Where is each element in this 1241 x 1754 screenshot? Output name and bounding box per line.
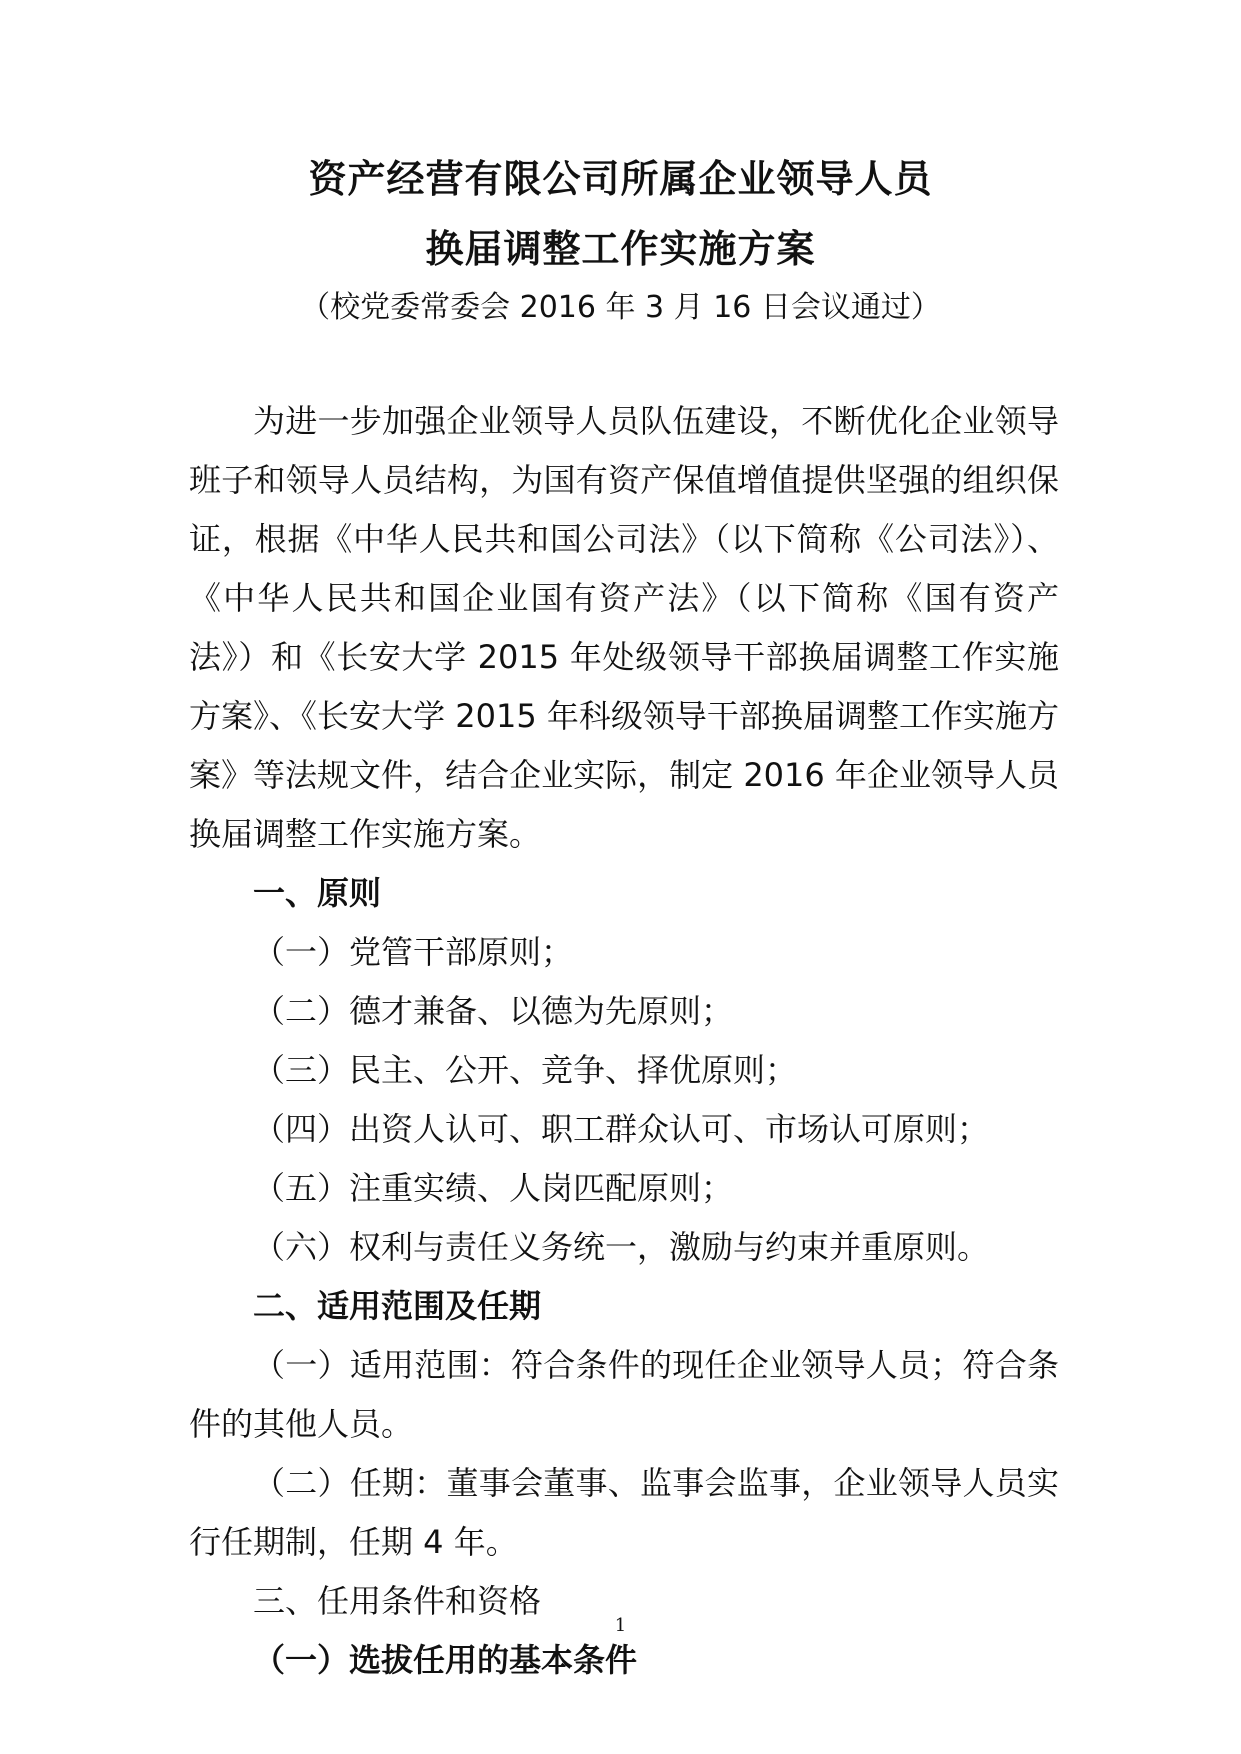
principle-item: （二）德才兼备、以德为先原则； (253, 992, 734, 1030)
section3-subheading: （一）选拔任用的基本条件 (253, 1641, 638, 1679)
principle-item: （六）权利与责任义务统一，激励与约束并重原则。 (253, 1228, 990, 1266)
principle-item: （五）注重实绩、人岗匹配原则； (253, 1169, 734, 1207)
document-body (189, 392, 1059, 1690)
principle-item: （四）出资人认可、职工群众认可、市场认可原则； (253, 1110, 990, 1148)
principle-item: （一）党管干部原则； (253, 933, 574, 971)
page-number: 1 (614, 1615, 627, 1636)
term-paragraph: （二）任期：董事会董事、监事会监事，企业领导人员实行任期制，任期 4 年。 (189, 1464, 1059, 1561)
principle-item: （三）民主、公开、竞争、择优原则； (253, 1051, 798, 1089)
section1-heading: 一、原则 (253, 874, 382, 912)
document-title-line1: 资产经营有限公司所属企业领导人员 (308, 157, 933, 201)
intro-paragraph: 为进一步加强企业领导人员队伍建设，不断优化企业领导班子和领导人员结构，为国有资产保值增值提供坚强的组织保证，根据《中华人民共和国公司法》（以下简称《公司法》）、《中华人民共和国企业国有资产法》（以下简称《国有资产法》）和《长安大学 2015 年处级领导干部换届调整工作实施方案》、《长安大学 2015 年科级领导干部换届调整工作实施方案》等法规文件，结合企业实际，制定 2016 年企业领导人员换届调整工作实施方案。 (189, 402, 1059, 853)
document-title-line2: 换届调整工作实施方案 (425, 227, 816, 271)
section2-heading: 二、适用范围及任期 (253, 1287, 542, 1325)
document-subtitle: （校党委常委会 2016 年 3 月 16 日会议通过） (300, 290, 941, 325)
scope-paragraph: （一）适用范围：符合条件的现任企业领导人员；符合条件的其他人员。 (189, 1346, 1059, 1443)
section3-heading: 三、任用条件和资格 (253, 1582, 542, 1620)
